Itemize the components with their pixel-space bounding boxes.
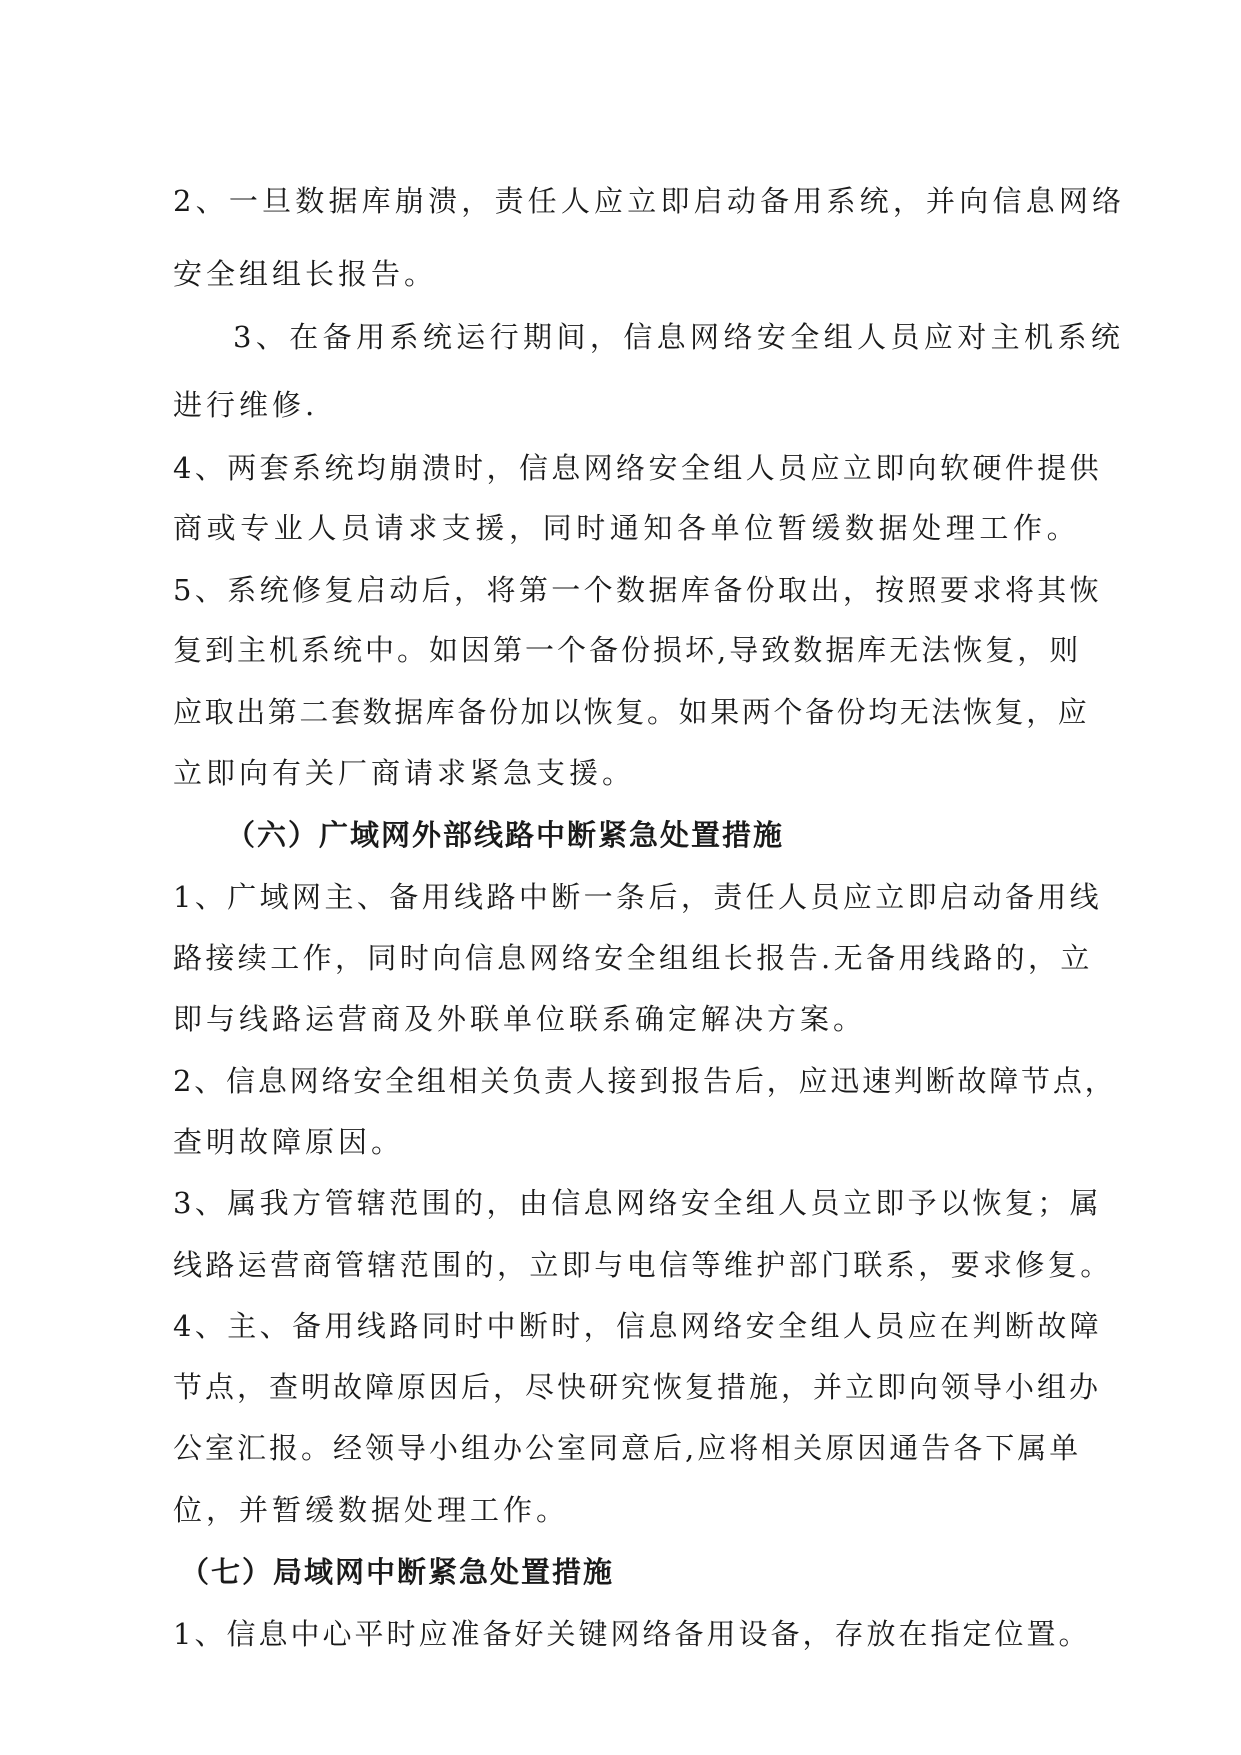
item-2-line-1: 2、一旦数据库崩溃，责任人应立即启动备用系统，并向信息网络 — [173, 184, 1126, 218]
s6-item-1-line-2: 路接续工作，同时向信息网络安全组组长报告.无备用线路的，立 — [173, 941, 1093, 975]
s6-item-2-line-2: 查明故障原因。 — [173, 1125, 405, 1159]
s6-item-4-line-1: 4、主、备用线路同时中断时，信息网络安全组人员应在判断故障 — [173, 1309, 1103, 1343]
item-5-line-1: 5、系统修复启动后，将第一个数据库备份取出，按照要求将其恢 — [173, 573, 1103, 607]
s6-item-4-line-2: 节点，查明故障原因后，尽快研究恢复措施，并立即向领导小组办 — [173, 1370, 1102, 1404]
item-4-line-1: 4、两套系统均崩溃时，信息网络安全组人员应立即向软硬件提供 — [173, 451, 1103, 485]
item-2-line-2: 安全组组长报告。 — [173, 257, 438, 291]
s6-item-3-line-1: 3、属我方管辖范围的，由信息网络安全组人员立即予以恢复；属 — [173, 1186, 1103, 1220]
s6-item-1-line-3: 即与线路运营商及外联单位联系确定解决方案。 — [173, 1002, 867, 1036]
item-3-line-2: 进行维修. — [173, 388, 319, 422]
item-5-line-3: 应取出第二套数据库备份加以恢复。如果两个备份均无法恢复，应 — [173, 695, 1090, 729]
s6-item-4-line-4: 位，并暂缓数据处理工作。 — [173, 1493, 570, 1527]
section-7-heading: （七）局域网中断紧急处置措施 — [180, 1555, 615, 1589]
item-4-line-2: 商或专业人员请求支援，同时通知各单位暂缓数据处理工作。 — [173, 511, 1081, 545]
item-5-line-2: 复到主机系统中。如因第一个备份损坏,导致数据库无法恢复，则 — [173, 633, 1082, 667]
s6-item-2-line-1: 2、信息网络安全组相关负责人接到报告后，应迅速判断故障节点， — [173, 1064, 1117, 1098]
s6-item-4-line-3: 公室汇报。经领导小组办公室同意后,应将相关原因通告各下属单 — [173, 1431, 1082, 1465]
s6-item-1-line-1: 1、广域网主、备用线路中断一条后，责任人员应立即启动备用线 — [173, 880, 1103, 914]
s6-item-3-line-2: 线路运营商管辖范围的，立即与电信等维护部门联系，要求修复。 — [173, 1248, 1113, 1282]
s7-item-1-line-1: 1、信息中心平时应准备好关键网络备用设备，存放在指定位置。 — [173, 1617, 1091, 1651]
section-6-heading: （六）广域网外部线路中断紧急处置措施 — [226, 818, 785, 852]
item-5-line-4: 立即向有关厂商请求紧急支援。 — [173, 756, 636, 790]
item-3-line-1: 3、在备用系统运行期间，信息网络安全组人员应对主机系统 — [233, 320, 1125, 354]
